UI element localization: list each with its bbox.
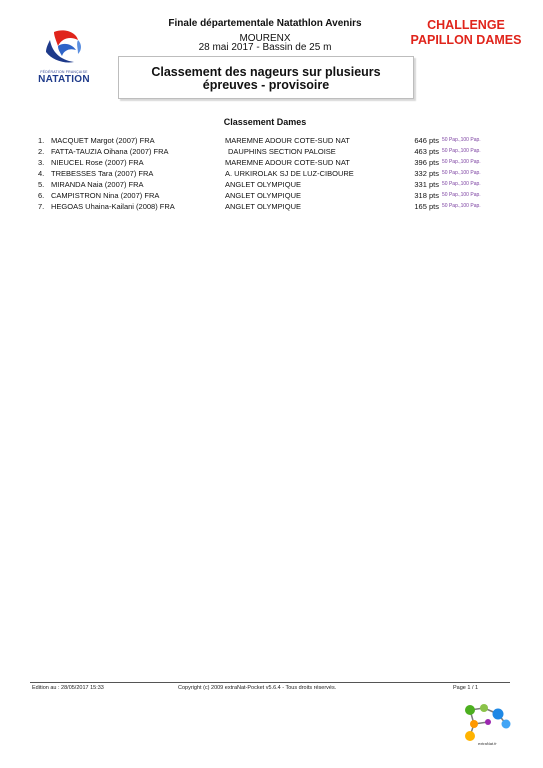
points: 646 pts <box>414 136 439 145</box>
event-date: 28 mai 2017 - Bassin de 25 m <box>198 42 332 53</box>
page-number: Page 1 / 1 <box>453 685 479 691</box>
molecule-icon <box>458 700 518 744</box>
challenge-line-1: CHALLENGE <box>427 18 505 32</box>
points: 331 pts <box>414 180 439 189</box>
ranking-row <box>0 190 543 201</box>
ranking-title-line-1: Classement des nageurs sur plusieurs <box>151 65 381 79</box>
events-list: 50 Pap.,100 Pap. <box>442 159 481 165</box>
ranking-row <box>0 201 543 212</box>
edition-date: Edition au : 28/05/2017 15:33 <box>32 685 104 691</box>
challenge-line-2: PAPILLON DAMES <box>410 33 522 47</box>
club-name: MAREMNE ADOUR COTE-SUD NAT <box>225 136 350 145</box>
events-list: 50 Pap.,100 Pap. <box>442 137 481 143</box>
ffn-federation-text: FÉDÉRATION FRANÇAISE <box>40 70 88 74</box>
ranking-row <box>0 146 543 157</box>
footer-divider <box>30 682 510 683</box>
rank-number: 5. <box>38 180 45 189</box>
extranat-logo-text: extraNat.fr <box>478 741 497 746</box>
points: 318 pts <box>414 191 439 200</box>
rank-number: 7. <box>38 202 45 211</box>
swimmer-name: MACQUET Margot (2007) FRA <box>51 136 155 145</box>
section-title: Classement Dames <box>223 117 307 127</box>
rank-number: 4. <box>38 169 45 178</box>
ffn-logo-name: NATATION <box>38 74 90 85</box>
club-name: MAREMNE ADOUR COTE-SUD NAT <box>225 158 350 167</box>
rank-number: 3. <box>38 158 45 167</box>
rank-number: 2. <box>38 147 45 156</box>
ranking-title-box <box>118 56 414 99</box>
event-title: Finale départementale Natathlon Avenirs <box>168 18 362 29</box>
events-list: 50 Pap.,100 Pap. <box>442 203 481 209</box>
club-name: ANGLET OLYMPIQUE <box>225 180 301 189</box>
ranking-row <box>0 168 543 179</box>
copyright-text: Copyright (c) 2009 extraNat-Pocket v5.6.4 - Tous droits réservés. <box>178 685 337 691</box>
swimmer-name: MIRANDA Naia (2007) FRA <box>51 180 144 189</box>
extranat-logo <box>458 700 518 756</box>
swimmer-name: CAMPISTRON Nina (2007) FRA <box>51 191 160 200</box>
rank-number: 1. <box>38 136 45 145</box>
ranking-row <box>0 179 543 190</box>
club-name: DAUPHINS SECTION PALOISE <box>228 147 336 156</box>
ffn-rooster-icon <box>34 26 94 70</box>
events-list: 50 Pap.,100 Pap. <box>442 148 481 154</box>
club-name: ANGLET OLYMPIQUE <box>225 191 301 200</box>
ranking-row <box>0 157 543 168</box>
swimmer-name: NIEUCEL Rose (2007) FRA <box>51 158 144 167</box>
ranking-title-line-2: épreuves - provisoire <box>202 78 330 92</box>
challenge-label <box>404 18 528 48</box>
event-place: MOURENX <box>239 33 291 44</box>
rank-number: 6. <box>38 191 45 200</box>
points: 463 pts <box>414 147 439 156</box>
swimmer-name: TREBESSES Tara (2007) FRA <box>51 169 154 178</box>
swimmer-name: HEGOAS Uhaina-Kailani (2008) FRA <box>51 202 175 211</box>
club-name: A. URKIROLAK SJ DE LUZ-CIBOURE <box>225 169 354 178</box>
points: 165 pts <box>414 202 439 211</box>
events-list: 50 Pap.,100 Pap. <box>442 170 481 176</box>
swimmer-name: FATTA-TAUZIA Oihana (2007) FRA <box>51 147 169 156</box>
events-list: 50 Pap.,100 Pap. <box>442 181 481 187</box>
points: 332 pts <box>414 169 439 178</box>
points: 396 pts <box>414 158 439 167</box>
ranking-row <box>0 135 543 146</box>
events-list: 50 Pap.,100 Pap. <box>442 192 481 198</box>
club-name: ANGLET OLYMPIQUE <box>225 202 301 211</box>
